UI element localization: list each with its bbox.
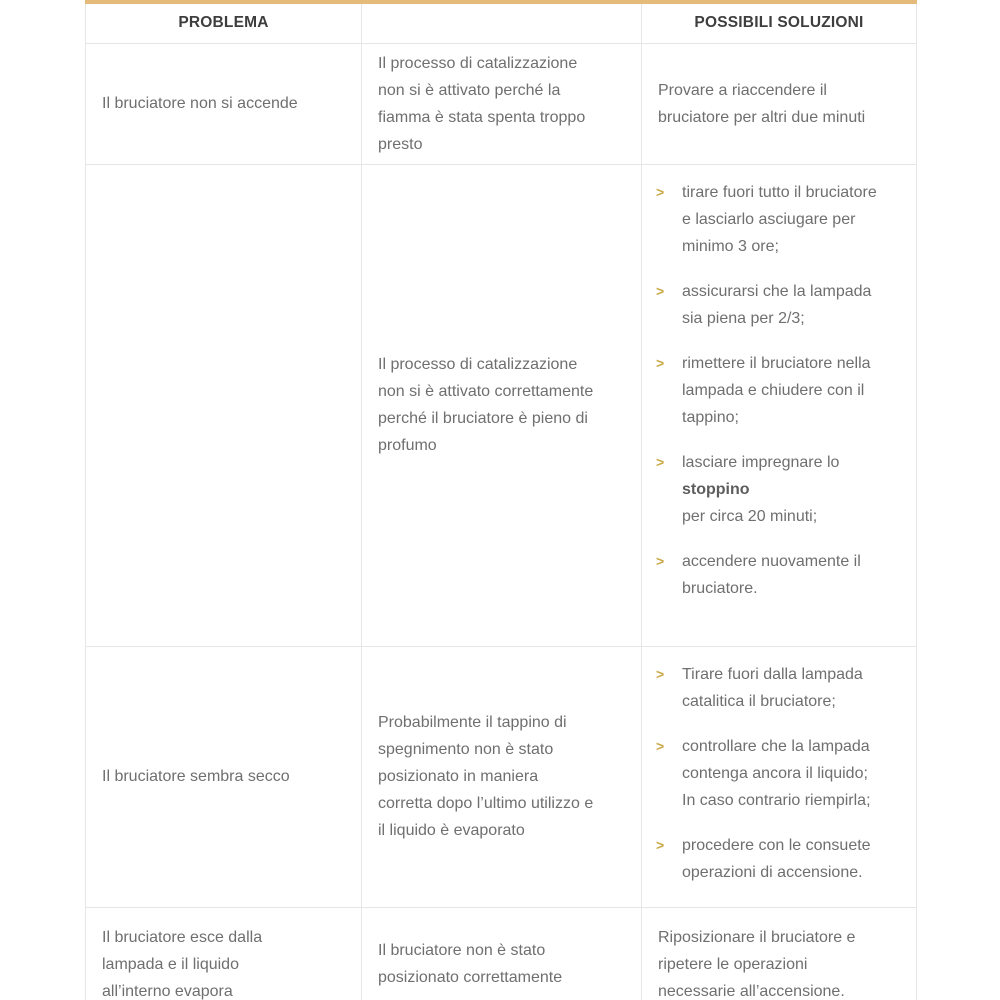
solution-item bbox=[656, 548, 878, 602]
table-header bbox=[86, 2, 917, 43]
solution-text bbox=[682, 278, 878, 332]
table-body bbox=[86, 43, 917, 1000]
chevron-bullet-icon: > bbox=[656, 354, 665, 371]
solution-text bbox=[682, 548, 878, 602]
table-row bbox=[86, 907, 917, 1000]
problema-text: Il bruciatore sembra secco bbox=[102, 768, 290, 785]
solution-text: Riposizionare il bruciatore e ripetere le operazioni necessarie all’accensione. bbox=[658, 928, 856, 1000]
solution-text-segment: rimettere il bruciatore nella lampada e chiudere con il tappino; bbox=[682, 354, 871, 426]
solution-text bbox=[682, 733, 878, 814]
chevron-bullet-icon: > bbox=[656, 453, 665, 470]
solution-text-segment: lasciare impregnare lo bbox=[682, 453, 840, 471]
cell-problema bbox=[86, 164, 362, 646]
solution-text-segment: In caso contrario riempirla; bbox=[682, 791, 871, 809]
cell-soluzioni bbox=[642, 164, 917, 646]
solution-text-segment: assicurarsi che la lampada sia piena per 2/3; bbox=[682, 282, 872, 327]
troubleshooting-table bbox=[85, 0, 917, 1000]
causa-text: Il processo di catalizzazione non si è attivato correttamente perché il bruciatore è pieno di profumo bbox=[378, 356, 594, 454]
causa-text: Il bruciatore non è stato posizionato correttamente bbox=[378, 942, 563, 986]
table-row bbox=[86, 646, 917, 907]
table-row bbox=[86, 164, 917, 646]
chevron-bullet-icon: > bbox=[656, 836, 665, 853]
solution-item bbox=[656, 179, 878, 260]
chevron-bullet-icon: > bbox=[656, 737, 665, 754]
solution-item bbox=[656, 832, 878, 886]
chevron-bullet-icon: > bbox=[656, 282, 665, 299]
table-row bbox=[86, 43, 917, 164]
header-row bbox=[86, 2, 917, 43]
solution-text bbox=[682, 661, 878, 715]
column-header-problema: PROBLEMA bbox=[86, 2, 362, 43]
solution-item bbox=[656, 278, 878, 332]
cell-problema bbox=[86, 907, 362, 1000]
solution-text: Provare a riaccendere il bruciatore per altri due minuti bbox=[658, 81, 866, 126]
solution-item bbox=[656, 733, 878, 814]
chevron-bullet-icon: > bbox=[656, 183, 665, 200]
cell-causa bbox=[362, 164, 642, 646]
solution-item bbox=[656, 350, 878, 431]
cell-causa bbox=[362, 43, 642, 164]
cell-causa bbox=[362, 646, 642, 907]
causa-text: Probabilmente il tappino di spegnimento non è stato posizionato in maniera corretta dopo l’ultimo utilizzo e il liquido è evaporato bbox=[378, 714, 594, 839]
column-header-causa bbox=[362, 2, 642, 43]
cell-problema bbox=[86, 646, 362, 907]
cell-soluzioni bbox=[642, 907, 917, 1000]
solution-text-segment: tirare fuori tutto il bruciatore e lasciarlo asciugare per minimo 3 ore; bbox=[682, 183, 877, 255]
causa-text: Il processo di catalizzazione non si è attivato perché la fiamma è stata spenta troppo presto bbox=[378, 54, 586, 153]
solution-text-segment: Tirare fuori dalla lampada catalitica il bruciatore; bbox=[682, 665, 863, 710]
cell-soluzioni bbox=[642, 43, 917, 164]
problema-text: Il bruciatore esce dalla lampada e il liquido all’interno evapora bbox=[102, 928, 263, 1000]
solution-text bbox=[682, 350, 878, 431]
solution-text-segment: per circa 20 minuti; bbox=[682, 507, 818, 525]
solution-text-segment: controllare che la lampada contenga ancora il liquido; bbox=[682, 737, 870, 782]
solution-text bbox=[682, 449, 878, 530]
solution-text bbox=[682, 179, 878, 260]
solution-item bbox=[656, 449, 878, 530]
column-header-possibili-soluzioni: POSSIBILI SOLUZIONI bbox=[642, 2, 917, 43]
solution-text bbox=[682, 832, 878, 886]
solution-text-bold: stoppino bbox=[682, 480, 750, 498]
solution-text-segment: accendere nuovamente il bruciatore. bbox=[682, 552, 861, 597]
solution-text-segment: procedere con le consuete operazioni di accensione. bbox=[682, 836, 871, 881]
cell-causa bbox=[362, 907, 642, 1000]
chevron-bullet-icon: > bbox=[656, 665, 665, 682]
cell-problema bbox=[86, 43, 362, 164]
cell-soluzioni bbox=[642, 646, 917, 907]
chevron-bullet-icon: > bbox=[656, 552, 665, 569]
solution-item bbox=[656, 661, 878, 715]
problema-text: Il bruciatore non si accende bbox=[102, 95, 298, 112]
